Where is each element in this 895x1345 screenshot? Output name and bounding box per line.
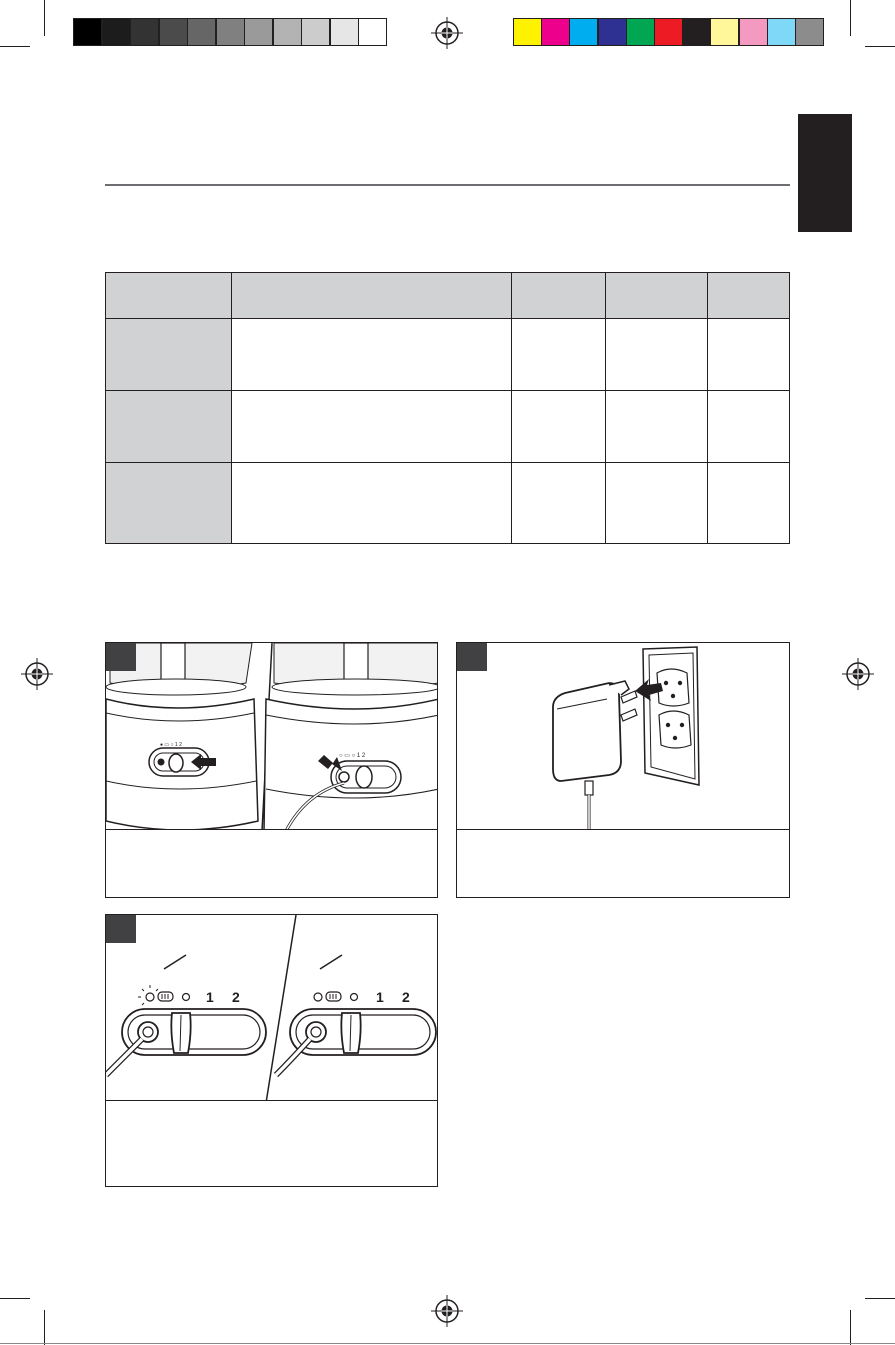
table-header-cell	[606, 273, 708, 319]
indicator-light-lit-icon	[138, 985, 158, 1005]
svg-text:● ▭ ○ 1 2: ● ▭ ○ 1 2	[160, 742, 182, 748]
table-header-cell	[106, 273, 232, 319]
table-cell	[606, 391, 708, 463]
table-cell	[606, 319, 708, 391]
registration-mark-icon	[841, 657, 875, 691]
step-number-badge	[457, 643, 487, 671]
gray-swatch	[102, 18, 131, 46]
section-tab	[798, 114, 852, 232]
figure-caption-area	[106, 1100, 437, 1186]
color-swatch	[682, 18, 711, 46]
color-swatch	[739, 18, 768, 46]
registration-mark-icon	[430, 1294, 464, 1328]
figure-caption-area	[457, 829, 789, 897]
table-cell	[512, 463, 606, 543]
gray-swatch	[159, 18, 188, 46]
table-cell	[708, 391, 789, 463]
gray-swatch	[244, 18, 273, 46]
gray-swatch	[273, 18, 302, 46]
table-cell	[708, 463, 789, 543]
color-swatch	[598, 18, 627, 46]
gray-swatch	[187, 18, 216, 46]
figure-connect-plug	[105, 642, 438, 898]
table-header-cell	[708, 273, 789, 319]
table-header-cell	[232, 273, 512, 319]
color-swatch	[767, 18, 796, 46]
color-swatch	[541, 18, 570, 46]
step-number-badge	[106, 643, 136, 671]
switch-position-1: 1	[376, 989, 384, 1005]
svg-text:○ ▭ ○ 1 2: ○ ▭ ○ 1 2	[339, 753, 366, 759]
color-swatch	[513, 18, 542, 46]
color-swatch	[795, 18, 824, 46]
gray-swatch	[301, 18, 330, 46]
registration-mark-icon	[20, 657, 54, 691]
switch-position-1: 1	[206, 989, 214, 1005]
adapter-wall-outlet-illustration	[457, 643, 790, 831]
color-swatch	[654, 18, 683, 46]
table-cell	[512, 391, 606, 463]
step-number-badge	[106, 915, 136, 943]
gray-swatch	[358, 18, 387, 46]
gray-swatch	[130, 18, 159, 46]
table-row-header	[106, 319, 232, 391]
gray-swatch	[73, 18, 102, 46]
switch-position-2: 2	[232, 989, 240, 1005]
specification-table	[105, 272, 790, 544]
switch-indicator-illustration	[106, 915, 438, 1103]
switch-position-2: 2	[402, 989, 410, 1005]
color-swatch	[710, 18, 739, 46]
table-cell	[232, 391, 512, 463]
figure-charging-indicator	[105, 914, 438, 1187]
registration-mark-icon	[430, 16, 464, 50]
gray-swatch	[330, 18, 359, 46]
table-cell	[232, 463, 512, 543]
table-cell	[232, 319, 512, 391]
table-cell	[512, 319, 606, 391]
gray-swatch	[216, 18, 245, 46]
table-cell	[606, 463, 708, 543]
table-cell	[708, 319, 789, 391]
color-swatch	[626, 18, 655, 46]
table-row-header	[106, 463, 232, 543]
heading-rule	[105, 184, 790, 186]
table-header-cell	[512, 273, 606, 319]
device-base-illustration	[106, 643, 438, 831]
figure-caption-area	[106, 829, 437, 897]
table-row-header	[106, 391, 232, 463]
figure-plug-into-outlet	[456, 642, 790, 898]
color-swatch	[569, 18, 598, 46]
indicator-light-off-icon	[314, 993, 322, 1001]
